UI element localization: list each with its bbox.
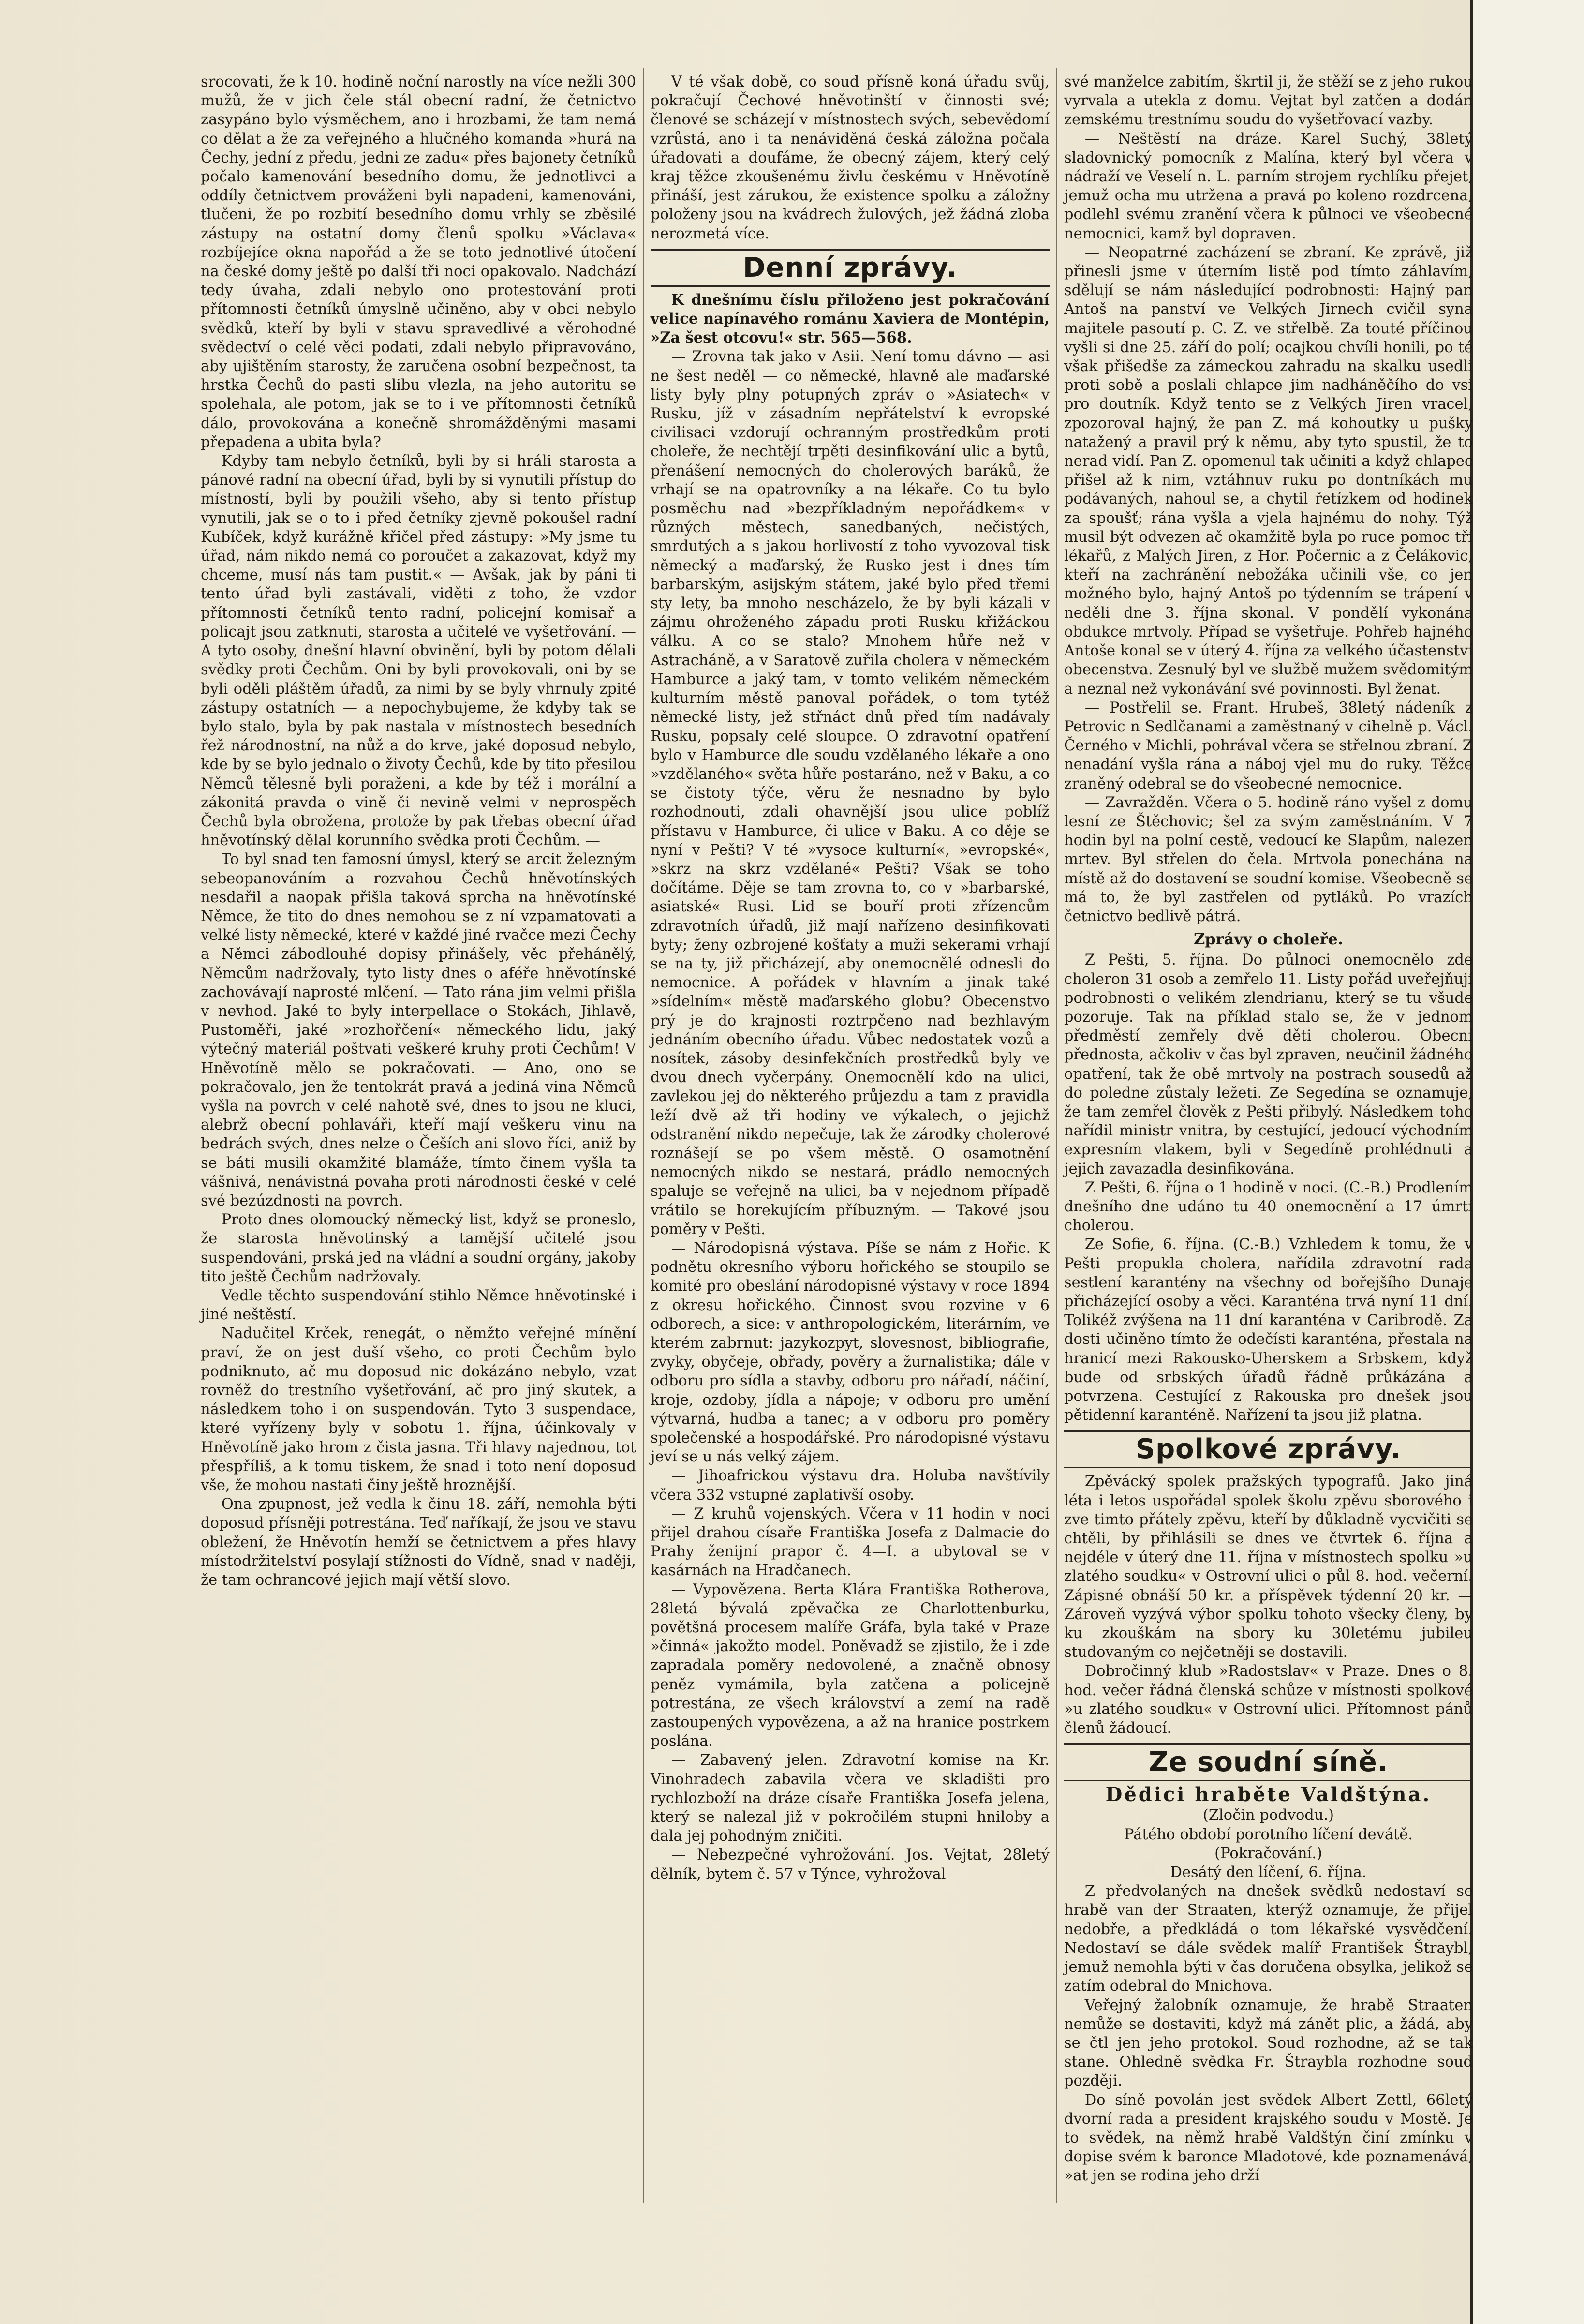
news-item: — Postřelil se. Frant. Hrubeš, 38letý nádeník z Petrovic n Sedlčanami a zaměstnaný v cihelně p. Václ. Černého v Michli, pohrával včera se střelnou zbraní. Z nenadání vyšla rána a náboj vjel mu do ruky. Těžce zraněný odebral se do všeobecné nemocnice.: [1064, 699, 1473, 792]
feuilleton-notice: K dnešnímu číslu přiloženo jest pokračování velice napínavého románu Xaviera de Montépin, »Za šest otcovu!« str. 565—568.: [651, 291, 1050, 347]
news-item: — Neopatrné zacházení se zbraní. Ke zprávě, již přinesli jsme v úterním listě pod tímto záhlavím, sdělují se nám následující podrobnosti: Hajný pan Antoš na panství ve Velkých Jirnech cvičil syna majitele pasoutí p. C. Z. ve střelbě. Za touté příčinou vyšli si dne 25. září do polí; ocajkou chvíli honili, po té však přišedše za zámeckou zahradu na skalku usedli proti sobě a poslali chlapce jim nadháněčího do vsi pro doutník. Když tento se z Velkých Jiren vracel, zpozoroval hajný, že pan Z. má kohoutky u pušky natažený a pravil prý k němu, aby tyto spustil, že to nerad vidí. Pan Z. opomenul tak učiniti a když chlapec přišel až k nim, vztáhnuv ruku po dontníkách mu podávaných, nahoul se, a chytil řetízkem od hodinek za spoušť; rána vyšla a vjela hajnému do nohy. Týž musil být odvezen ač okamžitě byla po ruce pomoc tří lékařů, z Malých Jiren, z Hor. Počernic a z Čelákovic, kteří na zachránění nebožáka učinili vše, co jen možného bylo, hajný Antoš po týdenním se trápení v neděli dne 3. října skonal. V pondělí vykonána obdukce mrtvoly. Případ se vyšetřuje. Pohřeb hajného Antoše konal se v úterý 4. října za velkého účastenství obecenstva. Zesnulý byl ve službě mužem svědomitým a neznal než vykonávání své povinnosti. Byl ženat.: [1064, 244, 1473, 698]
club-notice: Dobročinný klub »Radostslav« v Praze. Dnes o 8. hod. večer řádná členská schůze v místnosti spolkové »u zlatého soudku« v Ostrovní ulici. Přítomnost pánů členů žádoucí.: [1064, 1663, 1473, 1737]
section-title-ze-soudni-sine: Ze soudní síně.: [1064, 1743, 1473, 1781]
case-subtitle: Desátý den líčení, 6. října.: [1170, 1864, 1367, 1881]
article-paragraph: Proto dnes olomoucký německý list, když se proneslo, že starosta hněvotinský a tamější učitelé jsou suspendováni, prská jed na vládní a soudní orgány, jakoby tito ještě Čechům nadržovaly.: [201, 1211, 636, 1285]
column-separator: [643, 68, 644, 2203]
news-item: — Vypovězena. Berta Klára Františka Rotherova, 28letá bývalá zpěvačka ze Charlottenburku, povětšná procesem malíře Gráfa, byla také v Praze »činná« jakožto model. Poněvadž se zjistilo, že i zde zapradala poměry nedovolené, a značně obnosy peněz vymámila, byla zatčena a policejně potrestána, ze všech království a zemí na radě zastoupených vypovězena, a až na hranice postrkem poslána.: [651, 1581, 1050, 1750]
news-item: — Z kruhů vojenských. Včera v 11 hodin v noci přijel drahou císaře Františka Josefa z Dalmacie do Prahy ženijní prapor č. 4—I. a ubytoval se v kasárnách na Hradčanech.: [651, 1505, 1050, 1579]
column-separator: [1056, 68, 1057, 2203]
section-title-spolkove-zpravy: Spolkové zprávy.: [1064, 1430, 1473, 1468]
article-paragraph: Kdyby tam nebylo četníků, byli by si hráli starosta a pánové radní na obecní úřad, byli by si vynutili přístup do místností, byli by použili všeho, aby si tento přístup vynutili, jak se o to i před četníky zjevně pokoušel radní Kubíček, když kurážně křičel před zástupy: »My jsme tu úřad, nám nikdo nemá co poroučet a zakazovat, když my chceme, musí nás tam pustit.« — Avšak, jak by páni ti tento úřad byli zastávali, viděti z toho, že vzdor přítomnosti četníků tento radní, policejní komisař a policajt jsou zatknuti, starosta a učitelé ve vyšetřování. — A tyto osoby, dnešní hlavní obvinění, byli by potom dělali svědky proti Čechům. Oni by byli provokovali, oni by se byli oděli pláštěm úřadů, za nimi by se byly vhrnuly zpité zástupy ostatních — a nepochybujeme, že kdyby tak se bylo stalo, byla by pak nastala v místnostech besedních řež národnostní, na nůž a do krve, jaké doposud nebylo, kde by se bylo jednalo o životy Čechů, kde by tito přesilou Němců tělesně byli poraženi, a kde by též i morální a zákonitá pravda o vině či nevině velmi v neprospěch Čechů byla obrožena, protože by pak třebas obecní úřad hněvotínský dělal korunního svědka proti Čechům. —: [201, 453, 636, 849]
cholera-report: Ze Sofie, 6. října. (C.-B.) Vzhledem k tomu, že v Pešti propukla cholera, nařídila zdravotní rada sestlení karantény na všechny od bořejšího Dunaje přicházející osoby a věci. Karanténa trvá nyní 11 dní. Tolikéž zvýšena na 11 dní karanténa v Caribrodě. Za dosti učiněno tímto že odečísti karanténa, přestala na hranicí mezi Rakousko-Uherskem a Srbskem, když bude od srbských úřadů řádně průkázána a potvrzena. Cestující z Rakouska pro dnešek jsou pětidenní karanténě. Nařízení ta jsou již platna.: [1064, 1236, 1473, 1424]
club-notice: Zpěvácký spolek pražských typografů. Jako jiná léta i letos uspořádal spolek školu zpěvu sborového i zve timto přátely zpěvu, kteří by důkladně vycvičiti se chtěli, by přihlásili se dnes ve čtvrtek 6. října a nejdéle v úterý dne 11. října v místnostech spolku »u zlatého soudku« v Ostrovní ulici o půl 8. hod. večerní. Zápisné obnáší 50 kr. a příspěvek týdenní 20 kr. — Zároveň vyzývá výbor spolku tohoto všecky členy, by ku zkouškám na sbory ku 30letému jubileu studovaným co nejčetněji se dostavili.: [1064, 1473, 1473, 1661]
news-item: — Zavražděn. Včera o 5. hodině ráno vyšel z domu lesní ze Štěchovic; šel za svým zaměstnáním. V 7 hodin byl na polní cestě, vedoucí ke Slapům, nalezen mrtev. Byl střelen do čela. Mrtvola ponechána na místě až do dostavení se soudní komise. Všeobecně se má to, že byl zastřelen od pytláků. Po vrazích četnictvo bedlivě pátrá.: [1064, 794, 1473, 925]
article-paragraph: Ona zpupnost, jež vedla k činu 18. září, nemohla býti doposud přísněji potrestána. Teď naříkají, že jsou ve stavu obležení, že Hněvotín hemží se četnictvem a přes hlavy místodržitelství posylají stížnosti do Vídně, snad v naději, že tam ochrancové jejich mají větší slovo.: [201, 1496, 636, 1589]
article-paragraph: srocovati, že k 10. hodině noční narostly na více nežli 300 mužů, že v jich čele stál obecní radní, že četnictvo zasypáno bylo výsměchem, ano i hrozbami, že tam nemá co dělat a že za veřejného a hlučného komanda »hurá na Čechy, jední z předu, jedni ze zadu« přes bajonety četníků počalo kamenování besedního domu, že jednotlivci a oddíly četnictvem prováženi byli napadeni, kamenováni, tlučeni, že po rozbití besedního domu vrhly se zběsilé zástupy na ostatní domy členů spolku »Václava« rozbíjejíce okna napořád a že se toto jednotlivé útočení na české domy ještě po další tři noci opakovalo. Nadchází tedy úvaha, zdali nebylo ono protestování proti přítomnosti četníků úmyslně učiněno, aby v obci nebylo svědků, kteří by byli v stavu spravedlivé a věrohodné svědectví o celé věci podati, zdali nebylo připravováno, aby ujištěním starosty, že zaručena osobní bezpečnost, ta hrstka Čechů do pasti slibu vlezla, na jeho autoritu se spolehala, ale potom, jak se to i ve přítomnosti četníků dálo, provokována a konečně shromážděnými masami přepadena a ubita byla?: [201, 74, 636, 451]
article-paragraph: Vedle těchto suspendování stihlo Němce hněvotinské i jiné neštěstí.: [201, 1287, 636, 1324]
column-1: [201, 73, 636, 1590]
cholera-heading: Zprávy o choleře.: [1193, 930, 1344, 949]
news-item: — Zrovna tak jako v Asii. Není tomu dávno — asi ne šest neděl — co německé, hlavně ale maďarské listy byly plny potupných zpráv o »Asiatech« v Rusku, jíž v zásadním nepřátelství k evropské civilisaci vzdorují ochranným prostředkům proti choleře, že nechtějí trpěti desinfikování ulic a bytů, přenášení nemocných do cholerových baráků, že vrhají se na opatrovníky a na lékaře. Co tu bylo posměchu nad »bezpříkladným nepořádkem« v různých městech, sanedbaných, nečistých, smrdutých a s jakou horlivostí z toho vyvozoval tisk německý a maďarský, že Rusko jest i dnes tím barbarským, asijským státem, jaké bylo před třemi sty lety, ba mnoho nescházelo, že by byli kázali v zájmu ohroženého západu proti Rusku křižáckou válku. A co se stalo? Mnohem hůře než v Astracháně, a v Saratově zuřila cholera v německém Hamburce a jaký tam, v tomto velikém německém kulturním městě panoval pořádek, o tom tytéž německé listy, jež střnáct dnů před tím nadávaly Rusku, popsaly celé sloupce. O zdravotní opatření bylo v Hamburce dle soudu vzdělaného lékaře a ono »vzdělaného« světa hůře postaráno, než v Baku, a co se čistoty týče, věru že nesnadno by bylo rozhodnouti, zdali ohavnější jsou ulice poblíž přístavu v Hamburce, či ulice v Baku. A co děje se nyní v Pešti? V té »vysoce kulturní«, »evropské«, »skrz na skrz vzdělané« Pešti? Však se toho dočítáme. Děje se tam zrovna to, co v »barbarské, asiatské« Rusi. Lid se bouří proti zřízencům zdravotních úřadů, již mají nařízeno desinfikovati byty; ženy ozbrojené košťaty a muži sekerami vrhají se na ty, již přicházejí, aby onemocnělé odnesli do nemocnice. A pořádek v hlavním a jinak také »sídelním« městě maďarského globu? Obecenstvo prý je do krajnosti roztrpčeno nad bezhlavým jednáním obecního úřadu. Vůbec nedostatek vozů a nosítek, zásoby desinfekčních prostředků byly ve dvou dnech vyčerpány. Onemocnělí kdo na ulici, zavlekou jej do některého průjezdu a tam z pravidla leží dvě až tři hodiny ve výkalech, o jejichž odstranění nikdo nepečuje, tak že zárodky cholerové roznášejí se po všem městě. O osamotnění nemocných nikdo se nestará, prádlo nemocných spaluje se veřejně na ulici, ba v nejednom případě vrátilo se horekujícím příbuzným. — Takové jsou poměry v Pešti.: [651, 348, 1050, 1238]
court-paragraph: Z předvolaných na dnešek svědků nedostaví se hrabě van der Straaten, kterýž oznamuje, že přijel nedobře, a předkládá o tom lékařské vysvědčení. Nedostaví se dále svědek malíř František Štraybl, jemuž nemohla býti v čas doručena obsylka, jelikož se zatím odebral do Mnichova.: [1064, 1883, 1473, 1995]
case-subtitle: (Zločin podvodu.): [1202, 1807, 1334, 1824]
news-item: své manželce zabitím, škrtil ji, že stěží se z jeho rukou vyrvala a utekla z domu. Vejtat byl zatčen a dodán zemskému trestnímu soudu do vyšetřovací vazby.: [1064, 74, 1473, 129]
court-paragraph: Do síně povolán jest svědek Albert Zettl, 66letý dvorní rada a president krajského soudu v Mostě. Je to svědek, na němž hrabě Valdštýn činí zmínku v dopise svém k baronce Mladotové, kde poznamenává, »at jen se rodina jeho drží: [1064, 2091, 1473, 2185]
section-title-denni-zpravy: Denní zprávy.: [651, 249, 1050, 287]
news-item: — Národopisná výstava. Píše se nám z Hořic. K podnětu okresního výboru hořického se stoupilo se komité pro obeslání národopisné výstavy v roce 1894 z okresu hořického. Činnost svou rozvine v 6 odborech, a sice: v anthropologickém, literárním, ve kterém zabrnut: jazykozpyt, slovesnost, bibliografie, zvyky, obyčeje, obřady, pověry a žurnalistika; dále v odboru pro sídla a stavby, odboru pro nářadí, náčiní, kroje, ozdoby, jídla a nápoje; v odboru pro umění výtvarná, hudba a tanec; a v odboru pro poměry společenské a hospodářské. Pro národopisné výstavu jeví se u nás velký zájem.: [651, 1239, 1050, 1466]
column-3: [1064, 73, 1473, 2186]
court-paragraph: Veřejný žalobník oznamuje, že hrabě Straaten nemůže se dostaviti, když má zánět plic, a žádá, aby se čtl jen jeho protokol. Soud rozhodne, až se tak stane. Ohledně svědka Fr. Štraybla rozhodne soud později.: [1064, 1996, 1473, 2090]
case-title: Dědici hraběte Valdštýna.: [1105, 1783, 1432, 1806]
page-margin: [1473, 0, 1584, 2324]
news-item: — Jihoafrickou výstavu dra. Holuba navštívily včera 332 vstupné zaplativší osoby.: [651, 1467, 1050, 1504]
cholera-report: Z Pešti, 6. října o 1 hodině v noci. (C.-B.) Prodlením dnešního dne udáno tu 40 onemocnění a 17 úmrtí cholerou.: [1064, 1179, 1473, 1235]
news-item: — Nebezpečné vyhrožování. Jos. Vejtat, 28letý dělník, bytem č. 57 v Týnce, vyhrožoval: [651, 1847, 1050, 1883]
article-paragraph: To byl snad ten famosní úmysl, který se arcit železným sebeopanováním a rozvahou Čechů hněvotínských nesdařil a naopak přišla taková sprcha na hněvotínské Němce, že tito do dnes nemohou se z ní vzpamatovati a velké listy německé, které v každé jiné rvačce mezi Čechy a Němci zábodlouhé dopisy přinášely, věc přehánělý, Němcům nadržovaly, tyto listy dnes o aféře hněvotínské zachovávají naprosté mlčení. — Tato rána jim velmi přišla v nevhod. Jaké to byly interpellace o Stokách, Jihlavě, Pustoměři, jaké »rozhořčení« německého lidu, jaký výtečný materiál poštvati veškeré kruhy proti Čechům! V Hněvotíně mělo se pokračovati. — Ano, ono se pokračovalo, jen že tentokrát pravá a jediná vina Němců vyšla na povrch v celé nahotě své, dnes to jsou ne kluci, alebrž obecní pohlaváři, kteří mají veškeru vinu na bedrách svých, dnes nelze o Češích ani slovo říci, aniž by se báti musili okamžité blamáže, tímto činem vyšla ta vášnivá, nenávistná povaha proti národnosti české v celé své bezúzdnosti na povrch.: [201, 851, 636, 1209]
case-subtitle: (Pokračování.): [1214, 1845, 1322, 1862]
news-item: — Neštěstí na dráze. Karel Suchý, 38letý sladovnický pomocník z Malína, který byl včera v nádraží ve Veselí n. L. parním strojem rychlíku přejet, jemuž ocha mu utržena a pravá po koleno rozdrcena, podlehl svému zranění včera k půlnoci ve všeobecné nemocnici, kamž byl dopraven.: [1064, 130, 1473, 242]
column-2: [651, 73, 1050, 1884]
news-item: — Zabavený jelen. Zdravotní komise na Kr. Vinohradech zabavila včera ve skladišti pro rychlozboží na dráze císaře Františka Josefa jelena, který se nalezal již v pokročilém stupni hniloby a dala jej pohodným zničiti.: [651, 1752, 1050, 1845]
article-paragraph: Nadučitel Krček, renegát, o němžto veřejné mínění praví, že on jest duší všeho, co proti Čechům bylo podniknuto, ač mu doposud nic dokázáno nebylo, vzat rovněž do trestního vyšetřování, ač pro jiný skutek, a následkem toho i on suspendován. Tyto 3 suspendace, které vyřízeny byly v sobotu 1. října, účinkovaly v Hněvotíně jako hrom z čista jasna. Tři hlavy najednou, tot přespříliš, a k tomu tiskem, že snad i toto není doposud vše, že mohou nastati činy ještě hroznější.: [201, 1325, 636, 1494]
cholera-report: Z Pešti, 5. října. Do půlnoci onemocnělo zde choleron 31 osob a zemřelo 11. Listy pořád uveřejňují podrobnosti o velikém zlendrianu, který se tu všude pozoruje. Tak na příklad stalo se, že v jednom předměstí zemřely dvě děti cholerou. Obecní přednosta, ačkoliv v čas byl zpraven, neučinil žádného opatření, tak že obě mrtvoly na postrach sousedů až do poledne zůstaly ležeti. Ze Segedína se oznamuje, že tam zemřel člověk z Pešti přibylý. Následkem toho nařídil ministr vnitra, by cestující, jedoucí východním expresním vlakem, byli v Segedíně prohlédnuti a jejich zavazadla desinfikována.: [1064, 952, 1473, 1177]
case-subtitle: Pátého období porotního líčení devátě.: [1124, 1826, 1413, 1843]
article-paragraph: V té však době, co soud přísně koná úřadu svůj, pokračují Čechové hněvotinští v činnosti své; členové se scházejí v místnostech svých, sebevědomí vzrůstá, ano i ta nenáviděná česká záložna počala úřadovati a doufáme, že obecný zájem, který celý kraj těžce zkoušenému živlu českému v Hněvotíně přináší, jest zárukou, že existence spolku a záložny položeny jsou na kvádrech žulových, jež žádná zloba nerozmetá více.: [651, 74, 1050, 242]
